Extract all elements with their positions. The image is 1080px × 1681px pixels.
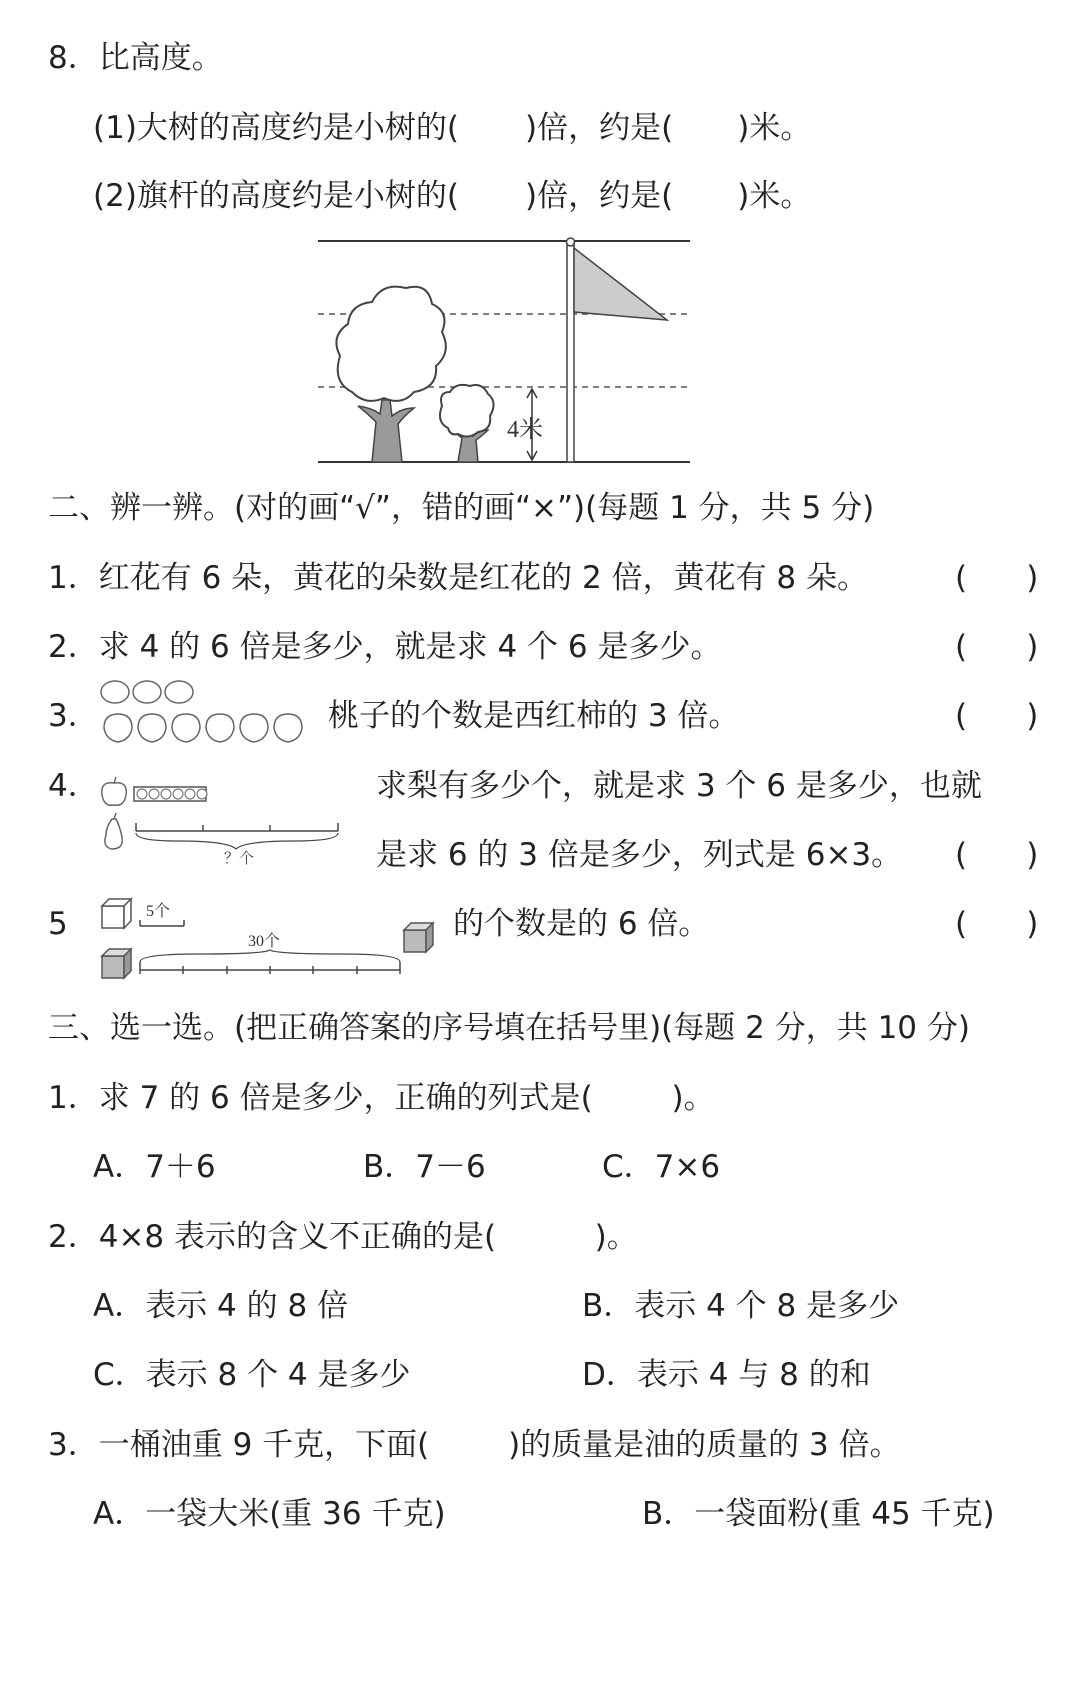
sec3-q1-option-a[interactable]: A．7＋6 [93, 1149, 216, 1185]
sec2-question-5-number: 5 [48, 906, 68, 942]
small-bar-label: 5个 [146, 903, 171, 920]
pear-icon [105, 813, 122, 849]
cube-icon-grey-left [102, 949, 131, 978]
section-3-heading: 三、选一选。(把正确答案的序号填在括号里)(每题 2 分，共 10 分) [48, 1010, 970, 1046]
height-label: 4米 [507, 417, 543, 443]
apple-pear-diagram [98, 775, 348, 875]
sec2-question-3-text: 桃子的个数是西红柿的 3 倍。 [328, 698, 740, 734]
sec2-question-3-number: 3． [48, 698, 99, 734]
brace-label: ？个 [224, 851, 255, 867]
sec3-question-1: 1．求 7 的 6 倍是多少，正确的列式是( )。 [48, 1080, 715, 1116]
sub2-part-c: )米。 [737, 178, 812, 214]
answer-paren[interactable]: ( ) [955, 906, 1039, 942]
brace-icon [136, 833, 338, 849]
answer-paren[interactable]: ( ) [955, 560, 1039, 596]
sec2-question-4-number: 4． [48, 768, 99, 804]
sec3-question-2: 2．4×8 表示的含义不正确的是( )。 [48, 1219, 638, 1255]
sec3-q2-option-c[interactable]: C．表示 8 个 4 是多少 [93, 1357, 411, 1393]
pear-bar [136, 823, 338, 831]
sec3-q3-option-b[interactable]: B．一袋面粉(重 45 千克) [642, 1496, 995, 1532]
tomato-icons [101, 681, 193, 703]
sub1-part-a: (1)大树的高度约是小树的( [93, 110, 460, 146]
height-comparison-figure [310, 232, 695, 472]
cube-bar-diagram [98, 894, 438, 984]
question-8-title: 8．比高度。 [48, 40, 223, 76]
sec3-q2-option-a[interactable]: A．表示 4 的 8 倍 [93, 1288, 349, 1324]
sec2-question-5-text: 的个数是的 6 倍。 [453, 906, 710, 942]
sec3-q3-option-a[interactable]: A．一袋大米(重 36 千克) [93, 1496, 446, 1532]
brace-icon [140, 950, 400, 962]
big-bar [140, 962, 400, 974]
sec3-question-3: 3．一桶油重 9 千克，下面( )的质量是油的质量的 3 倍。 [48, 1427, 901, 1463]
sub2-part-b: )倍，约是( [525, 178, 674, 214]
question-8-sub2 [93, 176, 811, 216]
sec2-question-4-text-line2: 是求 6 的 3 倍是多少，列式是 6×3。 [376, 837, 903, 873]
cube-icon-small [102, 899, 131, 928]
apple-icon [102, 777, 127, 805]
sec3-q1-option-c[interactable]: C．7×6 [602, 1149, 721, 1185]
big-bar-label: 30个 [248, 933, 281, 950]
section-2-heading: 二、辨一辨。(对的画“√”，错的画“×”)(每题 1 分，共 5 分) [48, 490, 875, 526]
sec2-question-2: 2．求 4 的 6 倍是多少，就是求 4 个 6 是多少。 [48, 629, 722, 665]
sec3-q2-option-b[interactable]: B．表示 4 个 8 是多少 [582, 1288, 900, 1324]
sec3-q1-option-b[interactable]: B．7－6 [363, 1149, 486, 1185]
sub2-part-a: (2)旗杆的高度约是小树的( [93, 178, 460, 214]
cube-icon-grey-right [404, 923, 433, 952]
big-tree-icon [336, 287, 445, 462]
sec2-question-1: 1．红花有 6 朵，黄花的朵数是红花的 2 倍，黄花有 8 朵。 [48, 560, 869, 596]
sec3-q2-option-d[interactable]: D．表示 4 与 8 的和 [582, 1357, 871, 1393]
sec2-question-4-text-line1: 求梨有多少个，就是求 3 个 6 是多少，也就 [376, 768, 982, 804]
tomatoes-peaches-picture [98, 676, 308, 748]
small-tree-icon [440, 385, 494, 462]
sub1-part-b: )倍，约是( [525, 110, 674, 146]
sub1-part-c: )米。 [737, 110, 812, 146]
question-8-sub1 [93, 108, 811, 148]
answer-paren[interactable]: ( ) [955, 629, 1039, 665]
peach-icons [104, 714, 302, 742]
flagpole-icon [567, 238, 668, 462]
small-bar [140, 920, 184, 926]
answer-paren[interactable]: ( ) [955, 837, 1039, 873]
answer-paren[interactable]: ( ) [955, 698, 1039, 734]
